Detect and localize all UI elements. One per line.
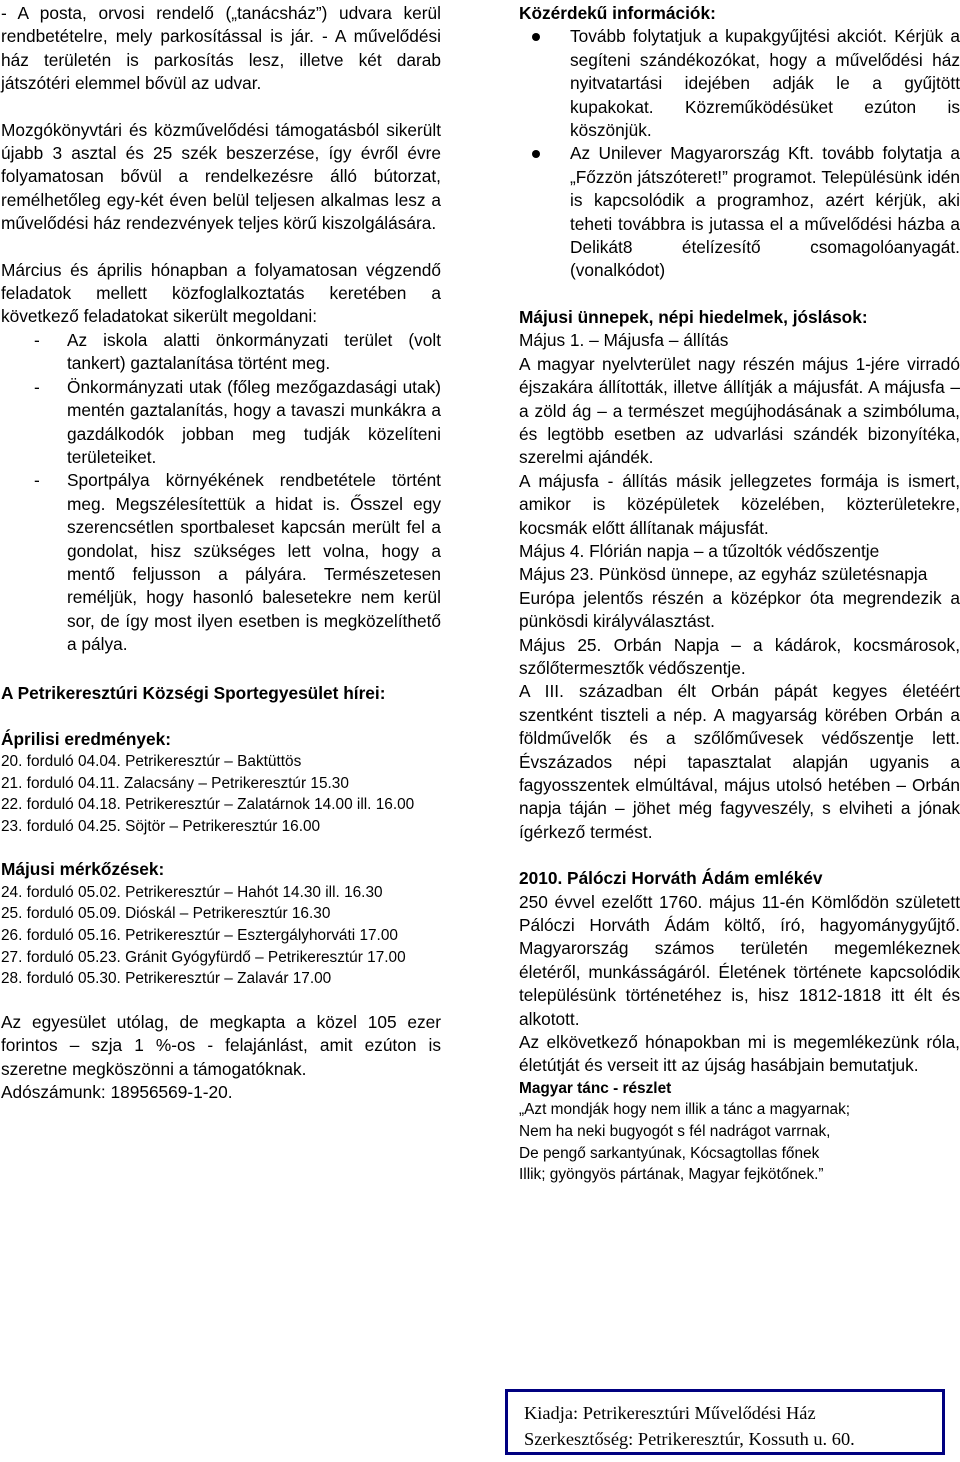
work-item: - Az iskola alatti önkormányzati terület (volt tankert) gaztalanítása történt meg.: [1, 329, 441, 376]
public-info-text: Tovább folytatjuk a kupakgyűjtési akciót. Kérjük a segíteni szándékozókat, hogy a művelődési ház nyitvatartási idejében adják le a gyűjtött kupakokat. Közreműködésüket ezúton is köszönjük.: [570, 26, 960, 141]
donation-paragraph: Az egyesület utólag, de megkapta a közel 105 ezer forintos – szja 1 %-os - felajánlást, amit ezúton is szeretne megköszönni a támogatóknak.: [1, 1011, 441, 1079]
work-item: - Önkormányzati utak (főleg mezőgazdasági utak) mentén gaztalanítás, hogy a tavaszi munkákra a gazdálkodók jobban meg tudják közelíteni területeiket.: [1, 376, 441, 470]
holiday-paragraph: Európa jelentős részén a középkor óta megrendezik a pünkösdi királyválasztást.: [519, 587, 960, 632]
public-info-text: Az Unilever Magyarország Kft. tovább folytatja a „Főzzön játszóteret!” programot. Településünk idén is kapcsolódik a programhoz, azért kérjük, aki teheti továbbra is jutassa el a művelődési házba a Delikát8 ételízesítő csomagolóanyagát. (vonalkódot): [570, 143, 960, 281]
poem-line: Illik; gyöngyös pártának, Magyar fejkötőnek.”: [519, 1166, 824, 1184]
holiday-paragraph: A májusfa - állítás másik jellegzetes formája is ismert, amikor is középületek közelében, közterületekre, kocsmák előtt állítanak májusfát.: [519, 470, 960, 538]
bullet-icon: [532, 33, 540, 41]
memorial-paragraph: 250 évvel ezelőtt 1760. május 11-én Kömlődön született Pálóczi Horváth Ádám költő, író, hagyománygyűjtő. Magyarország számos területén megemlékeznek életéről, munkásságáról. Életének története kapcsolódik településünk történetéhez is, hisz 1812-1818 itt élt és alkotott.: [519, 891, 960, 1029]
spacer: [519, 844, 960, 867]
spacer: [1, 837, 441, 858]
holiday-paragraph: Május 23. Pünkösd ünnepe, az egyház születésnapja: [519, 564, 928, 585]
spacer: [1, 990, 441, 1011]
public-info-list: [519, 25, 960, 282]
holiday-paragraph: A III. században élt Orbán pápát kegyes életéért szentként tiszteli a nép. A magyarság körében Orbán a földművelők és a szőlőművesek védőszentje lett. Évszázados népi tapasztalat alapján ugyanis a fagyosszentek elmúltával, május utolsó hetében – Orbán napja táján – jöhet még fagyveszély, s elviheti a jónak ígérkező termést.: [519, 681, 960, 842]
holiday-paragraph: A magyar nyelvterület nagy részén május 1-jére virradó éjszakára állították, illetve állítják a májusfát. A májusfa – a zöld ág – a természet megújhodásának a szimbóluma, és legtöbb esetben az udvarlási szándék bizonyítéka, szerelmi ajándék.: [519, 353, 960, 468]
work-list: [1, 329, 441, 657]
publisher-line: Kiadja: Petrikeresztúri Művelődési Ház: [524, 1403, 816, 1423]
poem-line: „Azt mondják hogy nem illik a tánc a magyarnak;: [519, 1101, 851, 1119]
poem-title: Magyar tánc - részlet: [519, 1079, 672, 1097]
result-row: 27. forduló 05.23. Gránit Gyógyfürdő – Petrikeresztúr 17.00: [1, 948, 406, 966]
public-info-heading: Közérdekű információk:: [519, 3, 716, 23]
intro-paragraph: - A posta, orvosi rendelő („tanácsház”) udvara kerül rendbetételre, mely parkosítással is jár. - A művelődési ház területén is parkosítás lesz, illetve két darab játszótéri elemmel bővül az udvar.: [1, 3, 441, 94]
result-row: 22. forduló 04.18. Petrikeresztúr – Zalatárnok 14.00 ill. 16.00: [1, 796, 415, 814]
imprint-box: [505, 1389, 945, 1455]
result-row: 23. forduló 04.25. Söjtör – Petrikeresztúr 16.00: [1, 817, 321, 835]
account-number: Adószámunk: 18956569-1-20.: [1, 1081, 233, 1102]
spacer: [1, 705, 441, 728]
right-column: [519, 2, 960, 1186]
may-results: [1, 882, 441, 990]
april-heading: Áprilisi eredmények:: [1, 728, 172, 749]
result-row: 26. forduló 05.16. Petrikeresztúr – Esztergályhorváti 17.00: [1, 926, 398, 944]
work-item: - Sportpálya környékének rendbetétele történt meg. Megszélesítettük a hidat is. Ősszel egy szerencsétlen sportbaleset kapcsán merült fel a gondolat, hisz szükséges lett volna, hogy a mentő feljusson a pályára. Természetesen reméljük, hogy hasonló balesetekre nem kerül sor, de így most ilyen esetben is megközelíthető a pálya.: [1, 469, 441, 656]
sport-heading: A Petrikeresztúri Községi Sportegyesület hírei:: [1, 682, 386, 703]
library-paragraph: Mozgókönyvtári és közművelődési támogatásból sikerült újabb 3 asztal és 25 szék beszerzése, így évről évre folyamatosan bővül a rendelkezésre álló bútorzat, remélhetőleg egy-két éven belül teljesen alkalmas lesz a művelődési ház rendezvények teljes körű kiszolgálására.: [1, 119, 441, 234]
poem-line: Nem ha neki bugyogót s fél nadrágot varrnak,: [519, 1123, 831, 1141]
may-matches-heading: Májusi mérkőzések:: [1, 859, 165, 880]
may-holidays-heading: Májusi ünnepek, népi hiedelmek, jóslások:: [519, 306, 868, 327]
memorial-heading: 2010. Pálóczi Horváth Ádám emlékév: [519, 868, 823, 889]
may-holidays-body: [519, 329, 960, 844]
spacer: [519, 283, 960, 306]
memorial-paragraph: Az elkövetkező hónapokban mi is megemlékezünk róla, életútját és verseit itt az újság hasábjain bemutatjuk.: [519, 1032, 960, 1076]
holiday-paragraph: Május 1. – Májusfa – állítás: [519, 330, 729, 351]
spacer: [1, 236, 441, 259]
result-row: 21. forduló 04.11. Zalacsány – Petrikeresztúr 15.30: [1, 774, 349, 792]
result-row: 25. forduló 05.09. Dióskál – Petrikeresztúr 16.30: [1, 905, 331, 923]
left-column: [1, 2, 441, 1104]
holiday-paragraph: Május 25. Orbán Napja – a kádárok, kocsmárosok, szőlőtermesztők védőszentje.: [519, 634, 960, 678]
holiday-paragraph: Május 4. Flórián napja – a tűzoltók védőszentje: [519, 540, 880, 561]
spacer: [1, 657, 441, 681]
spacer: [1, 96, 441, 119]
poem: [519, 1099, 960, 1185]
result-row: 28. forduló 05.30. Petrikeresztúr – Zalavár 17.00: [1, 970, 332, 988]
poem-line: De pengő sarkantyúnak, Kócsagtollas főnek: [519, 1144, 820, 1162]
result-row: 20. forduló 04.04. Petrikeresztúr – Baktüttös: [1, 752, 302, 770]
public-info-item: [519, 25, 960, 142]
result-row: 24. forduló 05.02. Petrikeresztúr – Hahót 14.30 ill. 16.30: [1, 883, 383, 901]
april-results: [1, 751, 441, 837]
bullet-icon: [532, 150, 540, 158]
work-intro-paragraph: Március és április hónapban a folyamatosan végzendő feladatok mellett közfoglalkoztatás keretében a következő feladatokat sikerült megoldani:: [1, 259, 441, 327]
memorial-body: [519, 891, 960, 1078]
editorial-line: Szerkesztőség: Petrikeresztúr, Kossuth u. 60.: [524, 1429, 855, 1449]
public-info-item: [519, 142, 960, 282]
